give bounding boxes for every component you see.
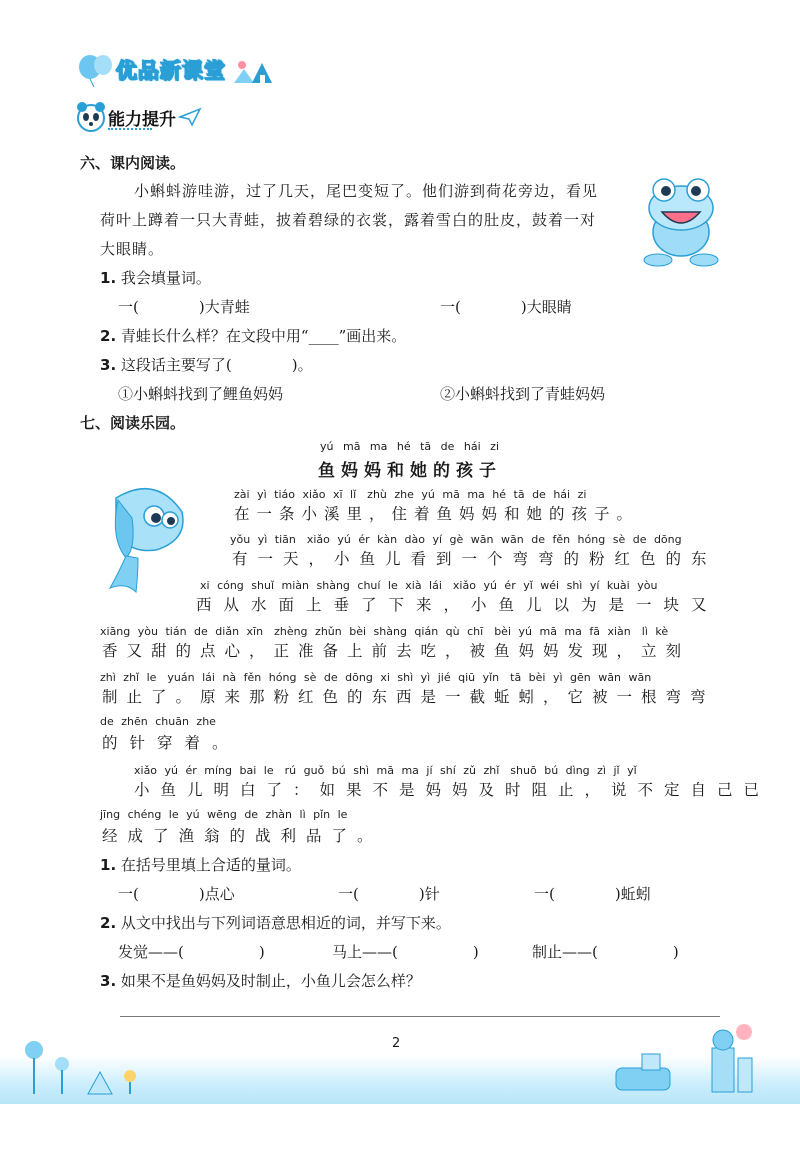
part6-q1-text: 我会填量词。 — [120, 269, 211, 287]
part6-passage-line3: 大眼睛。 — [100, 240, 165, 258]
fish-illustration — [96, 478, 192, 596]
brand-title: 优品新课堂 — [116, 59, 226, 83]
story-line2: 有一天，小鱼儿看到一个弯弯的粉红色的东 — [232, 550, 717, 568]
story-line1: 在一条小溪里，住着鱼妈妈和她的孩子。 — [234, 505, 640, 523]
panda-icon — [74, 100, 110, 134]
story-line4: 香又甜的点心，正准备上前去吃，被鱼妈妈发现，立刻 — [102, 642, 691, 660]
answer-line[interactable] — [120, 1016, 720, 1017]
paper-plane-icon — [178, 107, 202, 127]
part6-heading: 六、课内阅读。 — [80, 154, 186, 172]
part6-passage-line1: 小蝌蚪游哇游，过了几天，尾巴变短了。他们游到荷花旁边，看见 — [134, 182, 599, 200]
story-line5: 制止了。原来那粉红色的东西是一截蚯蚓，它被一根弯弯 — [102, 688, 715, 706]
story-title: 鱼妈妈和她的孩子 — [318, 461, 502, 481]
part7-q3: 3. 如果不是鱼妈妈及时制止，小鱼儿会怎么样？ — [100, 972, 421, 990]
story-line8: 经成了渔翁的战利品了。 — [102, 827, 383, 845]
part6-q2: 2. 青蛙长什么样？在文段中用“____”画出来。 — [100, 327, 407, 345]
story-line6: 的针穿着。 — [102, 734, 240, 752]
story-line6-pinyin: de zhēn chuān zhe — [100, 715, 216, 728]
part7-q2-blank-b[interactable]: 马上——( ) — [332, 943, 479, 961]
brand-header — [76, 52, 280, 88]
part7-q3-num: 3 — [100, 972, 111, 990]
story-line8-pinyin: jīng chéng le yú wēng de zhàn lì pǐn le — [100, 808, 348, 821]
houses-icon — [230, 55, 280, 85]
town-decoration-icon — [612, 1018, 772, 1098]
part6-q2-text: 青蛙长什么样？在文段中用“____”画出来。 — [120, 327, 407, 345]
part7-heading: 七、阅读乐园。 — [80, 414, 186, 432]
part7-q2-text: 从文中找出与下列词语意思相近的词，并写下来。 — [120, 914, 451, 932]
story-title-pinyin: yú mā ma hé tā de hái zi — [320, 440, 500, 453]
frog-illustration — [640, 172, 722, 268]
balloon-icon — [76, 53, 116, 87]
part6-passage-line2: 荷叶上蹲着一只大青蛙，披着碧绿的衣裳，露着雪白的肚皮，鼓着一对 — [100, 211, 597, 229]
part7-q1-blank-c[interactable]: 一( )蚯蚓 — [534, 885, 651, 903]
part7-q2-blank-c[interactable]: 制止——( ) — [532, 943, 679, 961]
part6-q2-num: 2 — [100, 327, 111, 345]
page-number: 2 — [392, 1036, 401, 1051]
part7-q1-blank-a[interactable]: 一( )点心 — [118, 885, 235, 903]
part7-q1: 1. 在括号里填上合适的量词。 — [100, 856, 301, 874]
story-line7: 小鱼儿明白了：如果不是妈妈及时阻止，说不定自己已 — [134, 781, 771, 799]
part6-q1-blank-a[interactable]: 一( )大青蛙 — [118, 298, 250, 316]
part6-q1-num: 1 — [100, 269, 111, 287]
section-banner-title: 能力提升 — [108, 109, 176, 130]
part7-q1-text: 在括号里填上合适的量词。 — [120, 856, 301, 874]
part6-q3-num: 3 — [100, 356, 111, 374]
part7-q2: 2. 从文中找出与下列词语意思相近的词，并写下来。 — [100, 914, 451, 932]
part6-q1-blank-b[interactable]: 一( )大眼睛 — [440, 298, 572, 316]
part6-q3-option1[interactable]: ①小蝌蚪找到了鲤鱼妈妈 — [118, 385, 284, 403]
part7-q2-num: 2 — [100, 914, 111, 932]
story-line5-pinyin: zhì zhǐ le yuán lái nà fěn hóng sè de dōng xi shì yì jié qiū yǐn tā bèi yì gēn wān wān — [100, 671, 652, 684]
part7-q2-blank-a[interactable]: 发觉——( ) — [118, 943, 265, 961]
story-line4-pinyin: xiāng yòu tián de diǎn xīn zhèng zhǔn bèi shàng qián qù chī bèi yú mā ma fā xiàn lì kè — [100, 625, 669, 638]
part7-q3-text: 如果不是鱼妈妈及时制止，小鱼儿会怎么样？ — [120, 972, 421, 990]
part7-q1-blank-b[interactable]: 一( )针 — [338, 885, 440, 903]
part6-q3: 3. 这段话主要写了( )。 — [100, 356, 313, 374]
story-line1-pinyin: zài yì tiáo xiǎo xī lǐ zhù zhe yú mā ma hé tā de hái zi — [234, 488, 587, 501]
part6-q1: 1. 我会填量词。 — [100, 269, 211, 287]
story-line3: 西从水面上垂了下来，小鱼儿以为是一块又 — [196, 596, 719, 614]
story-line2-pinyin: yǒu yì tiān xiǎo yú ér kàn dào yí gè wān wān de fěn hóng sè de dōng — [230, 533, 682, 546]
part6-q3-text[interactable]: 这段话主要写了( )。 — [120, 356, 313, 374]
part6-q3-option2[interactable]: ②小蝌蚪找到了青蛙妈妈 — [440, 385, 606, 403]
part7-q1-num: 1 — [100, 856, 111, 874]
story-line3-pinyin: xi cóng shuǐ miàn shàng chuí le xià lái xiǎo yú ér yǐ wéi shì yí kuài yòu — [200, 579, 658, 592]
banner-underline — [108, 128, 152, 130]
story-line7-pinyin: xiǎo yú ér míng bai le rú guǒ bú shì mā ma jí shí zǔ zhǐ shuō bú dìng zì jǐ yǐ — [134, 764, 637, 777]
flowers-decoration-icon — [10, 1028, 170, 1098]
